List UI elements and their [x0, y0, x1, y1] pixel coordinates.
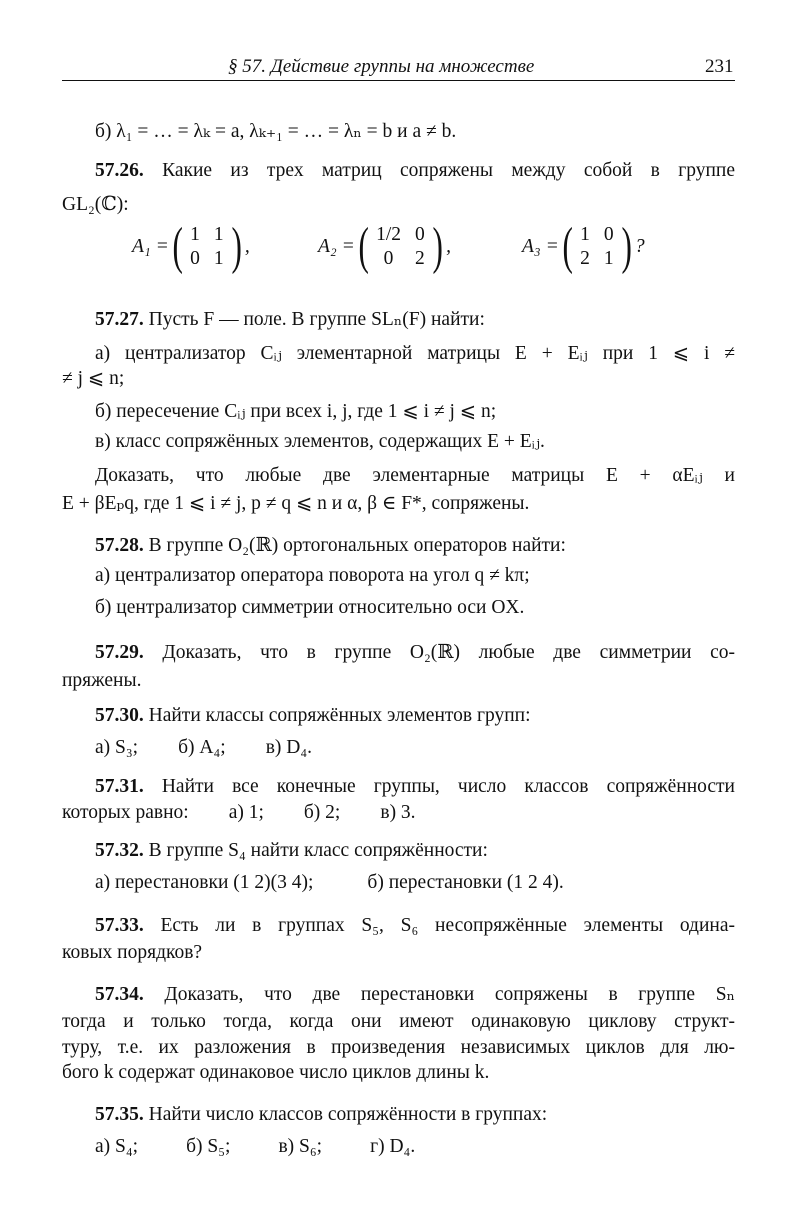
matrix-a2 — [318, 218, 451, 275]
paren: ) — [432, 218, 443, 275]
text-line: ковых порядков? — [62, 942, 203, 963]
matrix-a3 — [522, 218, 645, 275]
text-line: а) централизатор Cᵢⱼ элементарной матрицы E + Eᵢⱼ при 1 ⩽ i ≠ — [95, 343, 735, 364]
text-line: пряжены. — [62, 670, 142, 691]
matrix-label: A₁ = — [132, 236, 169, 257]
problem-number: 57.35. — [95, 1104, 144, 1125]
cell: 2 — [414, 248, 425, 269]
matrix-cells — [376, 223, 425, 271]
option: б) перестановки (1 2 4). — [367, 872, 564, 893]
cell: 1/2 — [376, 224, 401, 245]
cell: 0 — [414, 224, 425, 245]
text-line: тогда и только тогда, когда они имеют одинаковую циклову структ- — [62, 1011, 735, 1032]
text: которых равно: — [62, 802, 189, 823]
paren: ( — [172, 218, 183, 275]
punct: , — [244, 236, 250, 257]
problem-text: Доказать, что две перестановки сопряжены в группе Sₙ — [164, 984, 736, 1005]
cell: 2 — [580, 248, 590, 269]
problem-text: В группе S₄ найти класс сопряжённости: — [148, 840, 488, 861]
text-line: а) централизатор оператора поворота на угол q ≠ kπ; — [95, 565, 530, 586]
cell: 0 — [190, 248, 200, 269]
problem-57-28 — [95, 534, 735, 558]
problem-number: 57.30. — [95, 705, 144, 726]
problem-57-35 — [95, 1103, 735, 1127]
problem-57-30 — [95, 704, 735, 728]
running-header: § 57. Действие группы на множестве — [228, 56, 535, 77]
option: а) S₄; — [95, 1136, 139, 1157]
option: в) S₆; — [278, 1136, 323, 1157]
option: а) 1; — [228, 802, 264, 823]
options-line — [95, 1135, 735, 1159]
text-line: туру, т.е. их разложения в произведения независимых циклов для лю- — [62, 1037, 735, 1058]
cell: 1 — [580, 224, 590, 245]
page-number: 231 — [705, 56, 734, 77]
problem-text: Пусть F — поле. В группе SLₙ(F) найти: — [148, 309, 485, 330]
problem-number: 57.28. — [95, 535, 144, 556]
text-line: Доказать, что любые две элементарные матрицы E + αEᵢⱼ и — [95, 465, 735, 486]
header-rule — [62, 80, 735, 81]
problem-number: 57.34. — [95, 984, 144, 1005]
problem-number: 57.29. — [95, 642, 144, 663]
matrix-cells — [190, 223, 224, 271]
option: б) S₅; — [186, 1136, 231, 1157]
problem-number: 57.26. — [95, 160, 144, 181]
cell: 0 — [603, 224, 614, 245]
problem-57-27 — [95, 308, 735, 332]
options-line — [95, 736, 735, 760]
problem-57-26 — [95, 159, 735, 183]
matrix-label: A₃ = — [522, 236, 559, 257]
matrix-a1 — [132, 218, 250, 275]
matrix-label: A₂ = — [318, 236, 355, 257]
problem-text: Какие из трех матриц сопряжены между собой в группе — [162, 160, 735, 181]
option: а) перестановки (1 2)(3 4); — [95, 872, 314, 893]
option: г) D₄. — [370, 1136, 416, 1157]
options-line — [95, 871, 735, 895]
problem-57-29 — [95, 641, 735, 665]
paren: ( — [358, 218, 369, 275]
problem-number: 57.27. — [95, 309, 144, 330]
cell: 1 — [603, 248, 614, 269]
punct: , — [446, 236, 451, 257]
problem-text: Найти число классов сопряжённости в группах: — [148, 1104, 548, 1125]
matrix-cells — [580, 223, 614, 271]
problem-text: Доказать, что в группе O₂(ℝ) любые две симметрии со- — [162, 642, 736, 663]
problem-57-33 — [95, 914, 735, 938]
text-line: GL₂(ℂ): — [62, 194, 129, 215]
option: б) A₄; — [178, 737, 226, 758]
cell: 1 — [190, 224, 200, 245]
option: в) D₄. — [265, 737, 313, 758]
text-line: в) класс сопряжённых элементов, содержащих E + Eᵢⱼ. — [95, 431, 545, 452]
problem-number: 57.33. — [95, 915, 144, 936]
problem-57-31 — [95, 775, 735, 799]
problem-text: Найти классы сопряжённых элементов групп: — [148, 705, 531, 726]
text-line: б) пересечение Cᵢⱼ при всех i, j, где 1 ⩽ i ≠ j ⩽ n; — [95, 401, 497, 422]
problem-text: В группе O₂(ℝ) ортогональных операторов найти: — [148, 535, 566, 556]
paren: ) — [621, 218, 632, 275]
cell: 0 — [383, 248, 394, 269]
paren: ( — [562, 218, 573, 275]
text-line: E + βEₚq, где 1 ⩽ i ≠ j, p ≠ q ⩽ n и α, β ∈ F*, сопряжены. — [62, 493, 530, 514]
problem-57-34 — [95, 983, 735, 1007]
text-line: бого k содержат одинаковое число циклов длины k. — [62, 1062, 490, 1083]
option: а) S₃; — [95, 737, 139, 758]
text-line: б) централизатор симметрии относительно оси OX. — [95, 597, 525, 618]
problem-text: Найти все конечные группы, число классов сопряжённости — [161, 776, 735, 797]
option: в) 3. — [380, 802, 416, 823]
cell: 1 — [213, 224, 224, 245]
option: б) 2; — [303, 802, 341, 823]
punct: ? — [634, 236, 645, 257]
options-line — [62, 801, 735, 825]
paren: ) — [231, 218, 242, 275]
problem-57-32 — [95, 839, 735, 863]
cell: 1 — [213, 248, 224, 269]
problem-text: Есть ли в группах S₅, S₆ несопряжённые элементы одина- — [160, 915, 735, 936]
problem-number: 57.32. — [95, 840, 144, 861]
text-line: ≠ j ⩽ n; — [62, 368, 125, 389]
problem-number: 57.31. — [95, 776, 144, 797]
text-line: б) λ₁ = … = λₖ = a, λₖ₊₁ = … = λₙ = b и a ≠ b. — [95, 121, 457, 142]
